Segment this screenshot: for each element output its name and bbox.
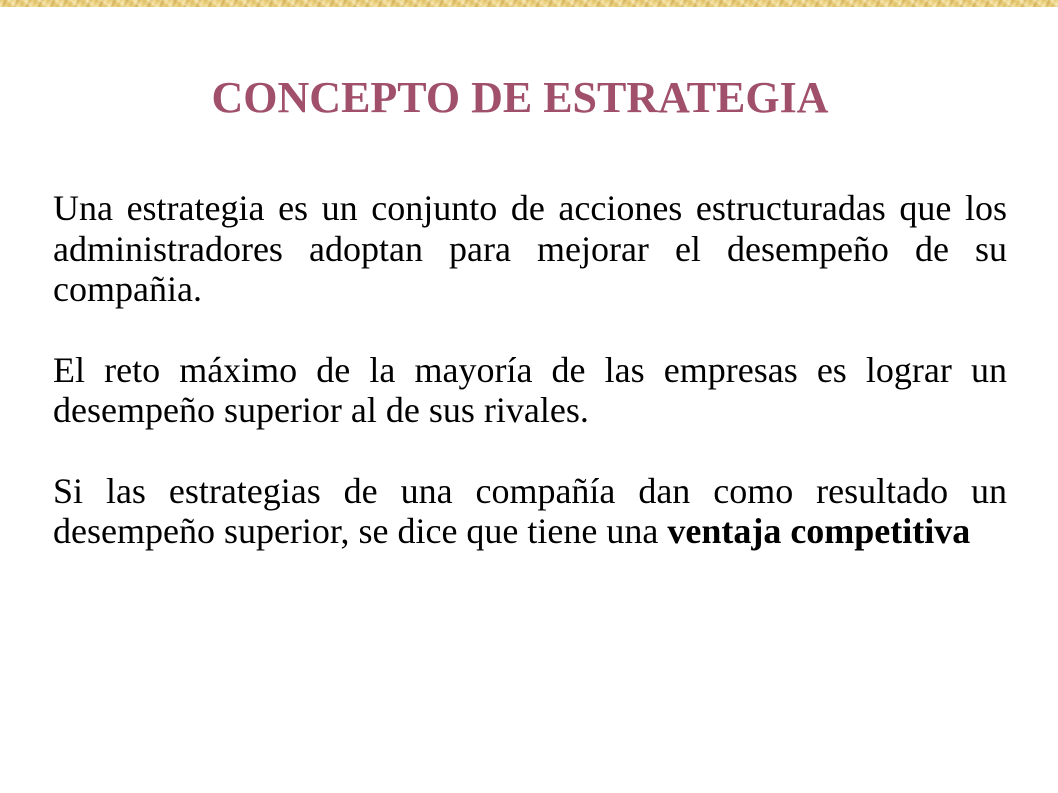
slide-title: CONCEPTO DE ESTRATEGIA bbox=[211, 73, 829, 122]
paragraph-definition: Una estrategia es un conjunto de acciones estructuradas que los administradores adoptan para mejorar el desempeño de su compañia. bbox=[53, 188, 1007, 309]
competitive-advantage-term: ventaja competitiva bbox=[667, 511, 971, 551]
paragraph-competitive-advantage bbox=[53, 471, 1007, 552]
slide-body bbox=[53, 188, 1007, 552]
decorative-top-border bbox=[0, 0, 1058, 7]
paragraph-competitive-advantage-text: Si las estrategias de una compañía dan como resultado un desempeño superior, se dice que tiene una bbox=[53, 470, 1007, 551]
paragraph-challenge: El reto máximo de la mayoría de las empresas es lograr un desempeño superior al de sus rivales. bbox=[53, 349, 1007, 430]
